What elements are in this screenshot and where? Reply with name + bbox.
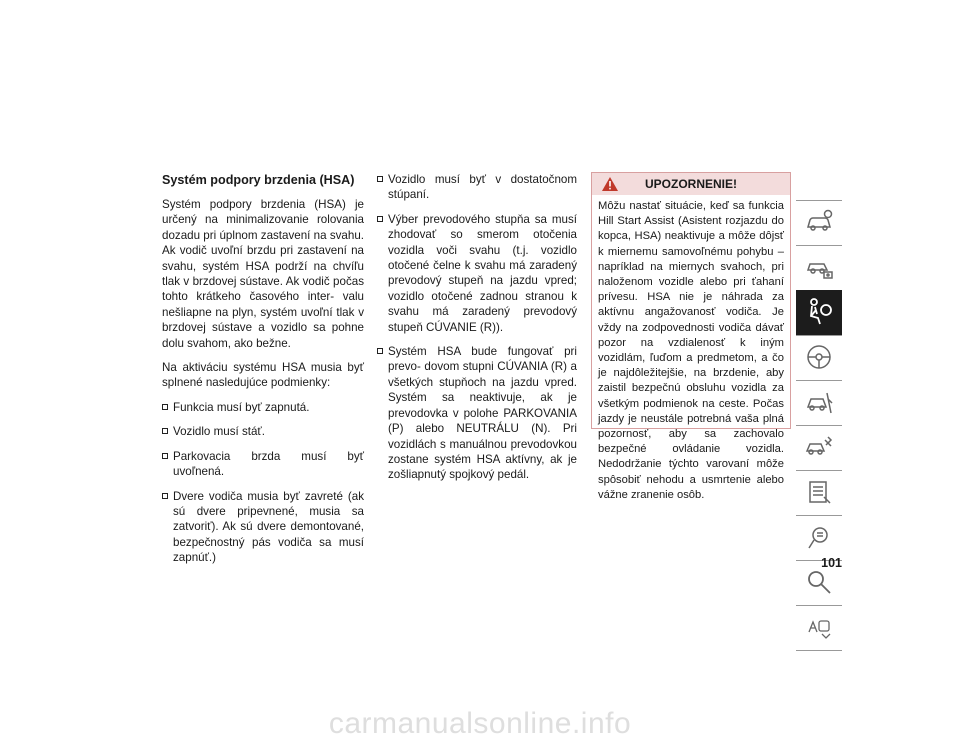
bullet-box-icon [162, 453, 168, 459]
bullet-box-icon [162, 428, 168, 434]
conditions-intro: Na aktiváciu systému HSA musia byť splnené nasledujúce podmienky: [162, 361, 364, 390]
conditions-list-continued [377, 172, 577, 483]
steering-wheel-icon [804, 342, 834, 372]
tab-in-case-of-emergency[interactable] [796, 380, 842, 425]
conditions-list [162, 400, 364, 566]
intro-paragraph: Systém podpory brzdenia (HSA) je určený na minimalizovanie rolovania dozadu pri úplnom zastavení na svahu. Ak vodič uvoľní brzdu pri zastavení na svahu, systém HSA podrží na chvíľu tlak v brzdovej sústave. Ak vodič počas tohto krátkeho časového inter- valu nešliapne na plyn, systém uvoľní tlak v brzdovej sústave a vozidlo sa pohne dolu svahom, ako bežne. [162, 198, 364, 350]
section-title: Systém podpory brzdenia (HSA) [162, 173, 355, 187]
bullet-box-icon [162, 404, 168, 410]
tab-getting-started[interactable] [796, 245, 842, 290]
tab-languages[interactable] [796, 605, 842, 650]
tab-servicing-maintenance[interactable] [796, 425, 842, 470]
list-item: Vozidlo musí byť v dostatočnom stúpaní. [377, 172, 577, 203]
chapter-tabs [796, 200, 842, 652]
car-tools-icon [804, 432, 834, 462]
multimedia-icon [804, 522, 834, 552]
tab-starting-operating[interactable] [796, 335, 842, 380]
tab-technical-specifications[interactable] [796, 470, 842, 515]
middle-column [377, 172, 577, 492]
warning-header [592, 173, 790, 195]
warning-box [591, 172, 791, 501]
car-info-icon [804, 207, 834, 237]
watermark: carmanualsonline.info [328, 707, 632, 740]
warning-triangle-icon [601, 176, 619, 192]
page-number: 101 [821, 556, 842, 570]
car-road-icon [804, 387, 834, 417]
bullet-box-icon [377, 348, 383, 354]
bullet-box-icon [377, 216, 383, 222]
list-item: Funkcia musí byť zapnutá. [162, 400, 364, 415]
list-item: Systém HSA bude fungovať pri prevo- dovom stupni CÚVANIA (R) a všetkých stupňoch na jazdu vpred. Systém sa neaktivuje, ak je prevodovka v polohe PARKOVANIA (P) alebo NEUTRÁLU (N). Pri vozidlách s manuálnou prevodovkou zostane systém HSA aktívny, ak je zošliapnutý spojkový pedál. [377, 344, 577, 483]
list-item: Vozidlo musí stáť. [162, 424, 364, 439]
bullet-box-icon [377, 176, 383, 182]
tab-safety[interactable] [796, 290, 842, 335]
list-item: Dvere vodiča musia byť zavreté (ak sú dvere pripevnené, musia sa zatvoriť). Ak sú dvere demontované, bezpečnostný pás vodiča sa musí zapnúť.) [162, 489, 364, 566]
airbag-seat-icon [804, 296, 834, 326]
language-icon [804, 612, 834, 642]
magnifier-icon [804, 567, 834, 597]
left-column [162, 172, 364, 575]
tab-multimedia[interactable] [796, 515, 842, 560]
warning-text: Môžu nastať situácie, keď sa funkcia Hill Start Assist (Asistent rozjazdu do kopca, HSA) neaktivuje a môže dôjsť k miernemu samovoľnému pohybu – napríklad na miernych svahoch, pri naloženom vozidle alebo pri ťahaní prívesu. HSA nie je náhrada za aktívnu angažovanosť vodiča. Je vždy na zodpovednosti vodiča dávať pozor na vzdialenosť k iným vozidlám, ľuďom a predmetom, a čo je najdôležitejšie, na brzdenie, aby zaistil bezpečnú obsluhu vozidla za všetkým podmienok na ceste. Počas jazdy je neustále potrebná vaša plná pozornosť, aby sa zachovalo bezpečné ovládanie vozidla. Nedodržanie týchto varovaní môže spôsobiť nehodu a usmrtenie alebo vážne zranenie osôb. [598, 200, 784, 501]
list-item: Parkovacia brzda musí byť uvoľnená. [162, 449, 364, 480]
car-key-icon [804, 252, 834, 282]
bullet-box-icon [162, 493, 168, 499]
checklist-icon [804, 477, 834, 507]
warning-heading: UPOZORNENIE! [644, 177, 737, 191]
tabs-bottom-rule [796, 650, 842, 652]
list-item: Výber prevodového stupňa sa musí zhodovať so smerom otočenia vozidla voči svahu (t.j. vozidlo otočené čelne k svahu má zaradený prevodový stupeň na jazdu vpred; vozidlo otočené zadnou stranou k svahu má zaradený prevodový stupeň CÚVANIE (R)). [377, 212, 577, 335]
tab-vehicle-info[interactable] [796, 200, 842, 245]
